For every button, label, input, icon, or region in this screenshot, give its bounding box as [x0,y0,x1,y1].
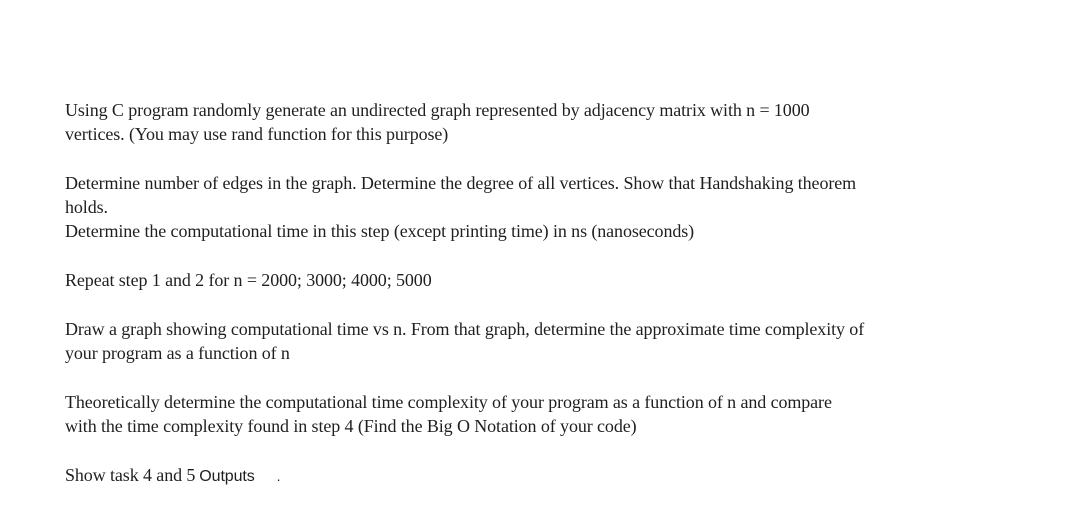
task-1-line-1: Using C program randomly generate an undirected graph represented by adjacency matrix with n = 1000 [65,100,810,120]
outputs-label: Outputs [199,468,255,485]
task-4-line-2: your program as a function of n [65,343,290,363]
task-6-text: Show task 4 and 5 [65,465,196,485]
task-3-line: Repeat step 1 and 2 for n = 2000; 3000; 4000; 5000 [65,270,432,290]
task-1-line-2: vertices. (You may use rand function for this purpose) [65,124,449,144]
task-2-timing-line: Determine the computational time in this step (except printing time) in ns (nanoseconds) [65,221,695,241]
task-5-line-2: with the time complexity found in step 4 (Find the Big O Notation of your code) [65,416,637,436]
trailing-dot: . [276,468,281,484]
task-4-line-1: Draw a graph showing computational time vs n. From that graph, determine the approximate time complexity of [65,319,865,339]
task-2-line-2: holds. [65,197,108,217]
task-6-line [65,463,1055,489]
task-2-line-1: Determine number of edges in the graph. Determine the degree of all vertices. Show that Handshaking theorem [65,173,857,193]
task-5-line-1: Theoretically determine the computational time complexity of your program as a function of n and compare [65,392,832,412]
assignment-document [65,98,1055,489]
